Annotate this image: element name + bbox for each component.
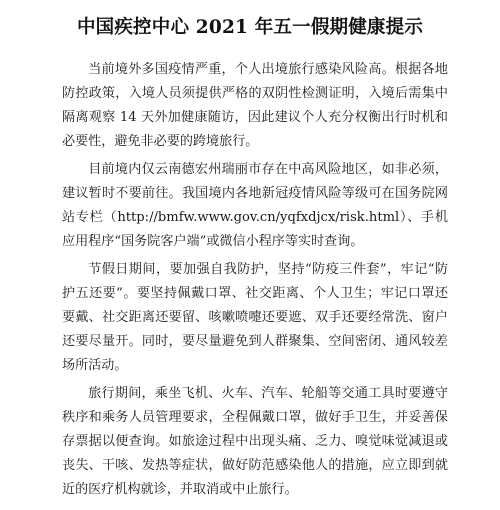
document-body (62, 58, 448, 506)
paragraph-domestic-risk-areas: 目前境内仅云南德宏州瑞丽市存在中高风险地区，如非必须，建议暂时不要前往。我国境内各地新冠疫情风险等级可在国务院网站专栏（http://bmfw.www.gov.cn/yqfxdjcx/risk.html）、手机应用程序“国务院客户端”或微信小程序等实时查询。 (62, 162, 448, 249)
paragraph-self-protection: 节假日期间，要加强自我防护，坚持“防疫三件套”，牢记“防护五还要”。要坚持佩戴口罩、社交距离、个人卫生；牢记口罩还要戴、社交距离还要留、咳嗽喷嚏还要遮、双手还要经常洗、窗户还要尽量开。同时，要尽量避免到人群聚集、空间密闭、通风较差场所活动。 (62, 262, 448, 373)
paragraph-outbound-travel: 当前境外多国疫情严重，个人出境旅行感染风险高。根据各地防控政策，入境人员须提供严格的双阴性检测证明，入境后需集中隔离观察 14 天外加健康随访，因此建议个人充分权衡出行时机和必要性，避免非必要的跨境旅行。 (62, 62, 448, 149)
document-title: 中国疾控中心 2021 年五一假期健康提示 (76, 17, 424, 38)
paragraph-travel-precautions: 旅行期间，乘坐飞机、火车、汽车、轮船等交通工具时要遵守秩序和乘务人员管理要求，全程佩戴口罩，做好手卫生，并妥善保存票据以便查询。如旅途过程中出现头痛、乏力、嗅觉味觉减退或丧失、干咳、发热等症状，做好防范感染他人的措施，应立即到就近的医疗机构就诊，并取消或中止旅行。 (62, 386, 448, 497)
